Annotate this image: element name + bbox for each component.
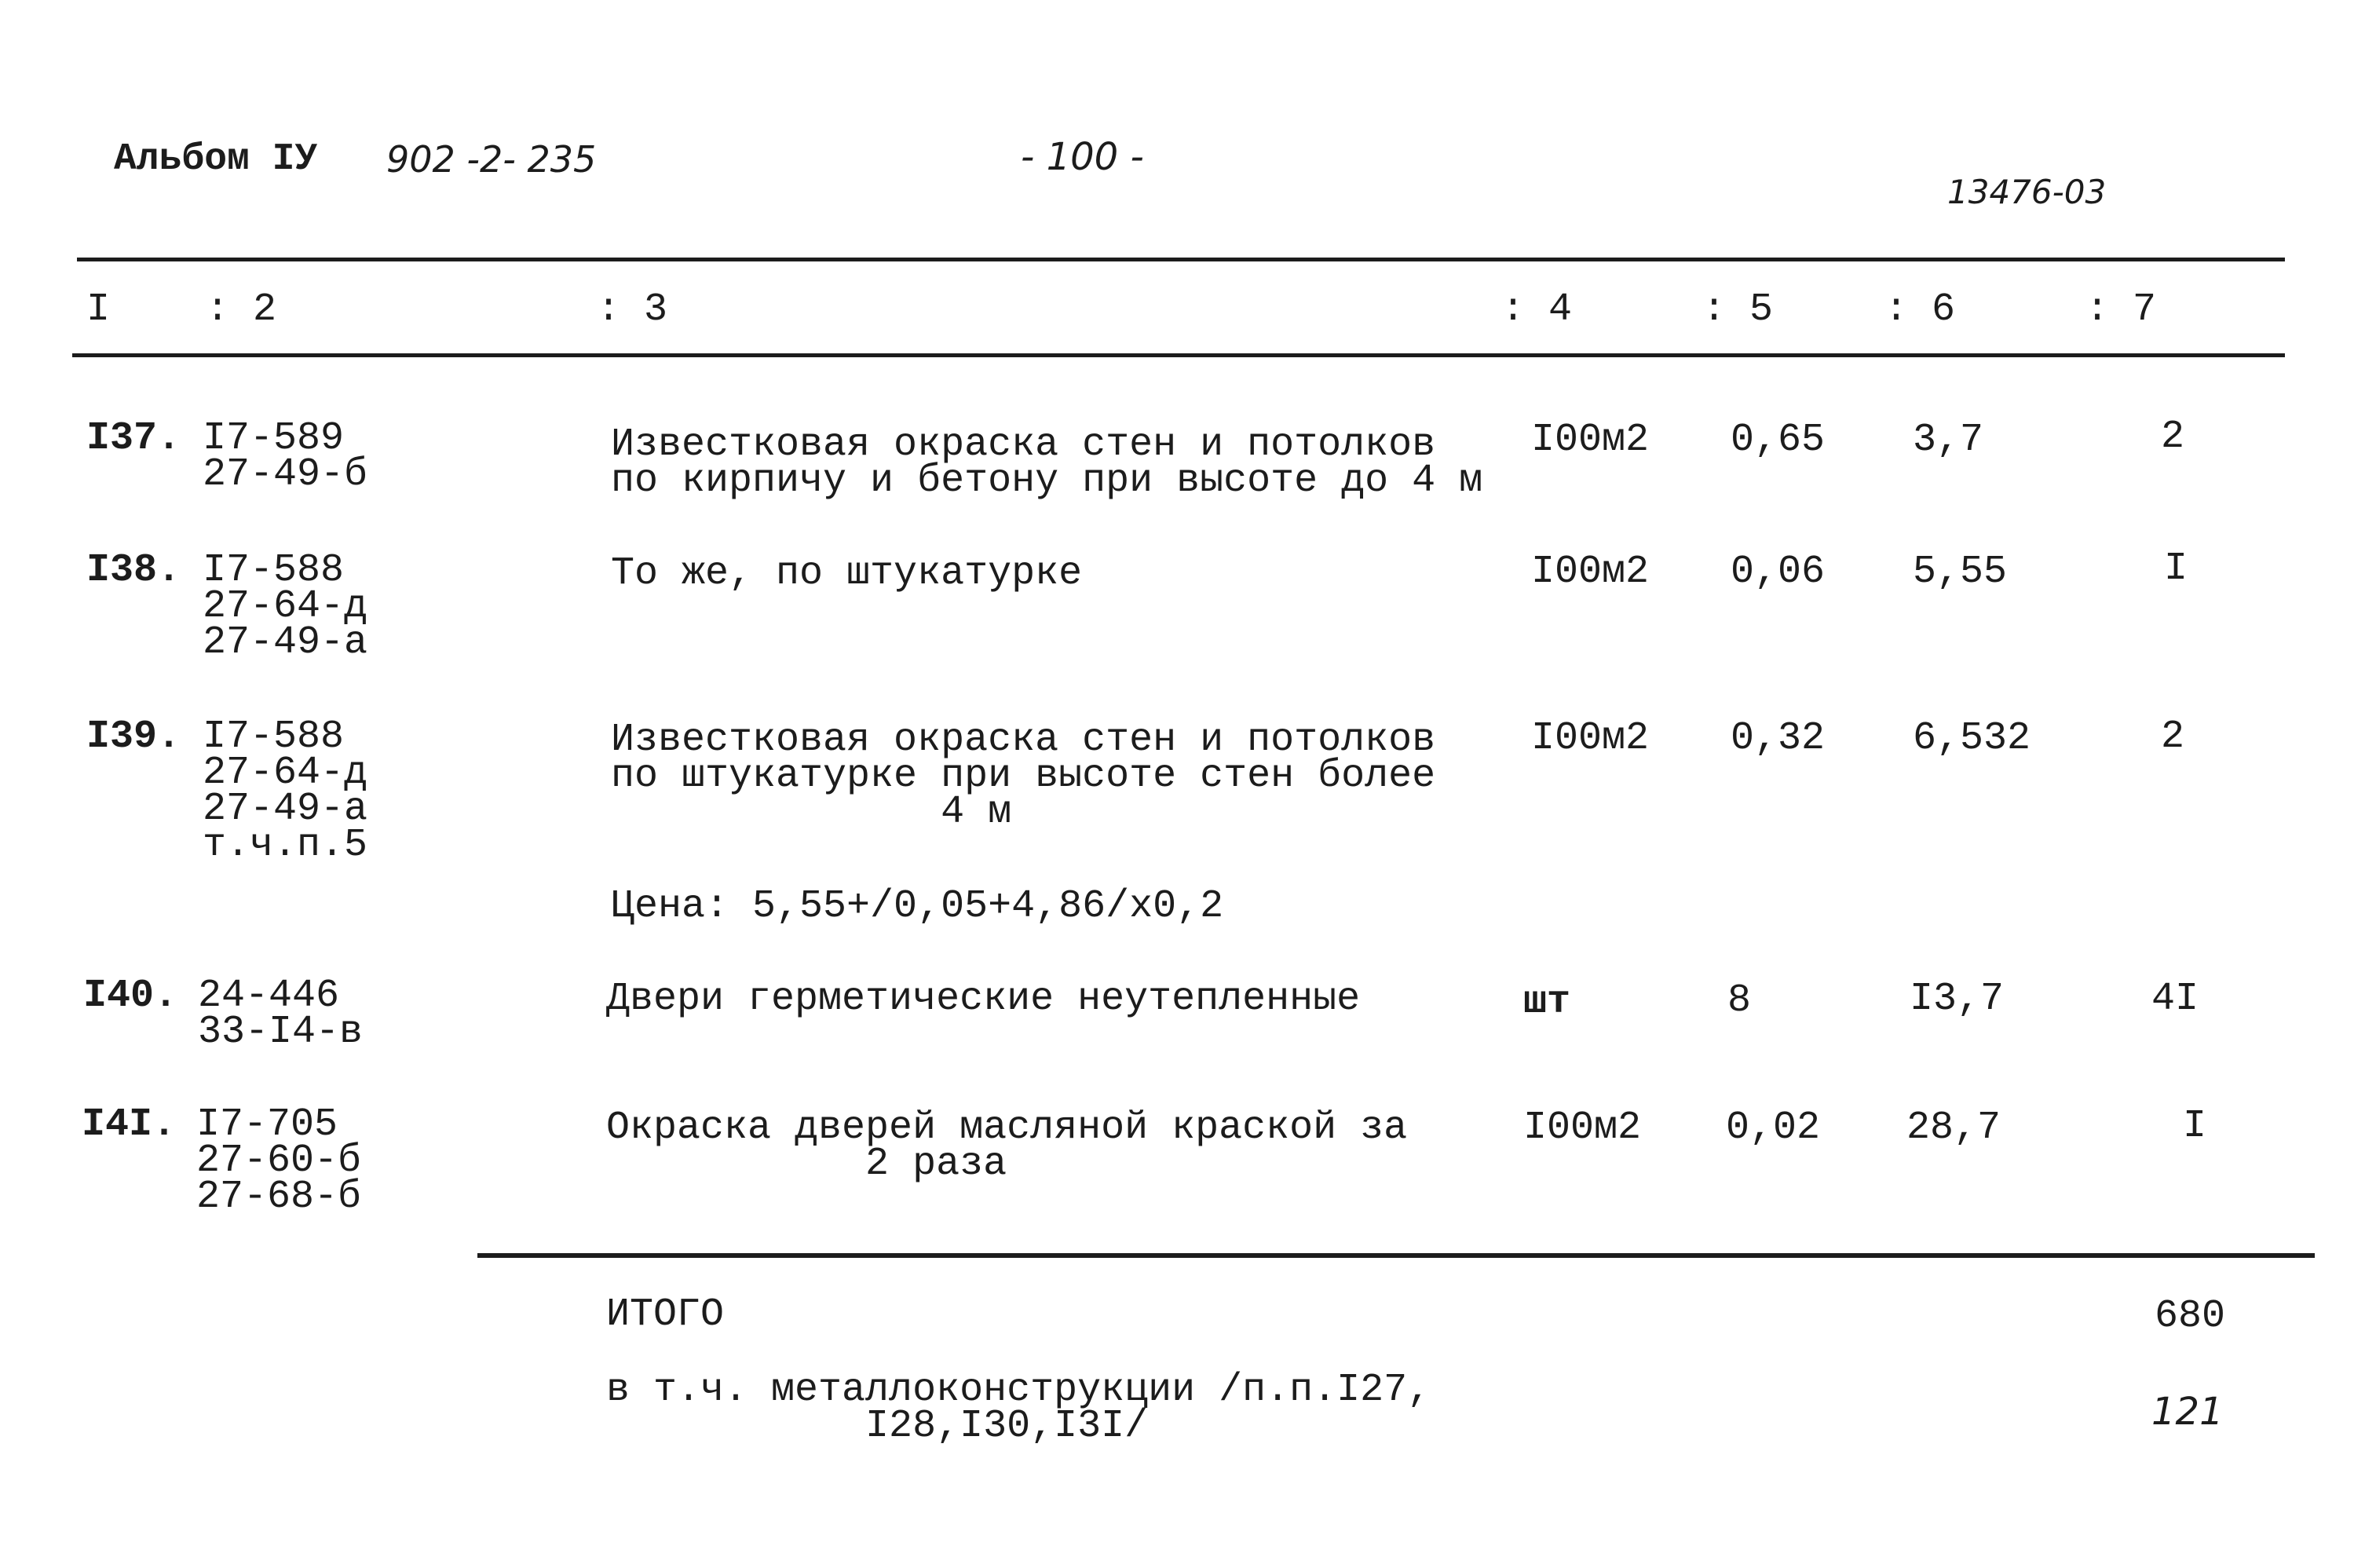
row-unit: I00м2 xyxy=(1531,716,1650,761)
row-price: 5,55 xyxy=(1913,550,2008,594)
row-quantity: 0,32 xyxy=(1731,716,1826,761)
project-code: 902 -2- 235 xyxy=(386,138,597,181)
row-codes: I7-588 27-64-д 27-49-а xyxy=(203,548,368,665)
total-label: ИТОГО xyxy=(606,1292,725,1337)
row-description: Окраска дверей масляной краской за 2 раза xyxy=(606,1106,1408,1186)
row-unit: I00м2 xyxy=(1531,550,1650,594)
row-description: Известковая окраска стен и потолков по кирпичу и бетону при высоте до 4 м xyxy=(611,422,1483,503)
row-codes: 24-446 33-I4-в xyxy=(198,974,364,1054)
row-quantity: 0,02 xyxy=(1726,1106,1821,1150)
column-header-5: : 5 xyxy=(1702,287,1774,332)
row-number: I4I. xyxy=(82,1102,177,1147)
row-quantity: 0,06 xyxy=(1731,550,1826,594)
column-header-7: : 7 xyxy=(2085,287,2157,332)
metal-structures-value: 121 xyxy=(2151,1390,2224,1434)
row-total: 2 xyxy=(2161,715,2185,759)
row-quantity: 0,65 xyxy=(1731,418,1826,462)
row-price: I3,7 xyxy=(1910,977,2005,1022)
column-header-1: I xyxy=(86,287,111,332)
total-value: 680 xyxy=(2155,1294,2226,1339)
page-number: - 100 - xyxy=(1021,135,1144,179)
archive-number: 13476-03 xyxy=(1947,173,2107,211)
column-header-2: : 2 xyxy=(206,287,277,332)
column-header-6: : 6 xyxy=(1884,287,1956,332)
row-description: Двери герметические неутепленные xyxy=(606,977,1361,1022)
row-unit: I00м2 xyxy=(1523,1106,1642,1150)
totals-rule xyxy=(477,1253,2315,1258)
column-header-4: : 4 xyxy=(1501,287,1573,332)
column-header-3: : 3 xyxy=(597,287,668,332)
row-price: 3,7 xyxy=(1913,418,1984,462)
header-bottom-rule xyxy=(72,353,2285,357)
row-unit: I00м2 xyxy=(1531,418,1650,462)
row-codes: I7-705 27-60-б 27-68-б xyxy=(196,1102,362,1219)
row-codes: I7-588 27-64-д 27-49-а т.ч.п.5 xyxy=(203,715,368,868)
row-price: 28,7 xyxy=(1906,1106,2001,1150)
row-number: I37. xyxy=(86,416,181,461)
row-description: То же, по штукатурке xyxy=(611,551,1083,596)
price-note: Цена: 5,55+/0,05+4,86/х0,2 xyxy=(611,884,1224,929)
album-label: Альбом IУ xyxy=(114,138,318,181)
row-quantity: 8 xyxy=(1727,978,1752,1023)
row-number: I40. xyxy=(83,974,178,1018)
row-price: 6,532 xyxy=(1913,716,2031,761)
row-unit: шт xyxy=(1523,980,1571,1025)
row-total: 2 xyxy=(2161,415,2185,459)
row-total: I xyxy=(2183,1104,2207,1149)
row-number: I39. xyxy=(86,715,181,759)
row-total: 4I xyxy=(2151,977,2199,1022)
header-top-rule xyxy=(77,258,2285,261)
row-codes: I7-589 27-49-б xyxy=(203,416,368,497)
row-total: I xyxy=(2164,546,2188,591)
row-description: Известковая окраска стен и потолков по штукатурке при высоте стен более 4 м xyxy=(611,718,1436,835)
row-number: I38. xyxy=(86,548,181,593)
metal-structures-label: в т.ч. металлоконструкции /п.п.I27, I28,I30,I3I/ xyxy=(606,1368,1431,1449)
